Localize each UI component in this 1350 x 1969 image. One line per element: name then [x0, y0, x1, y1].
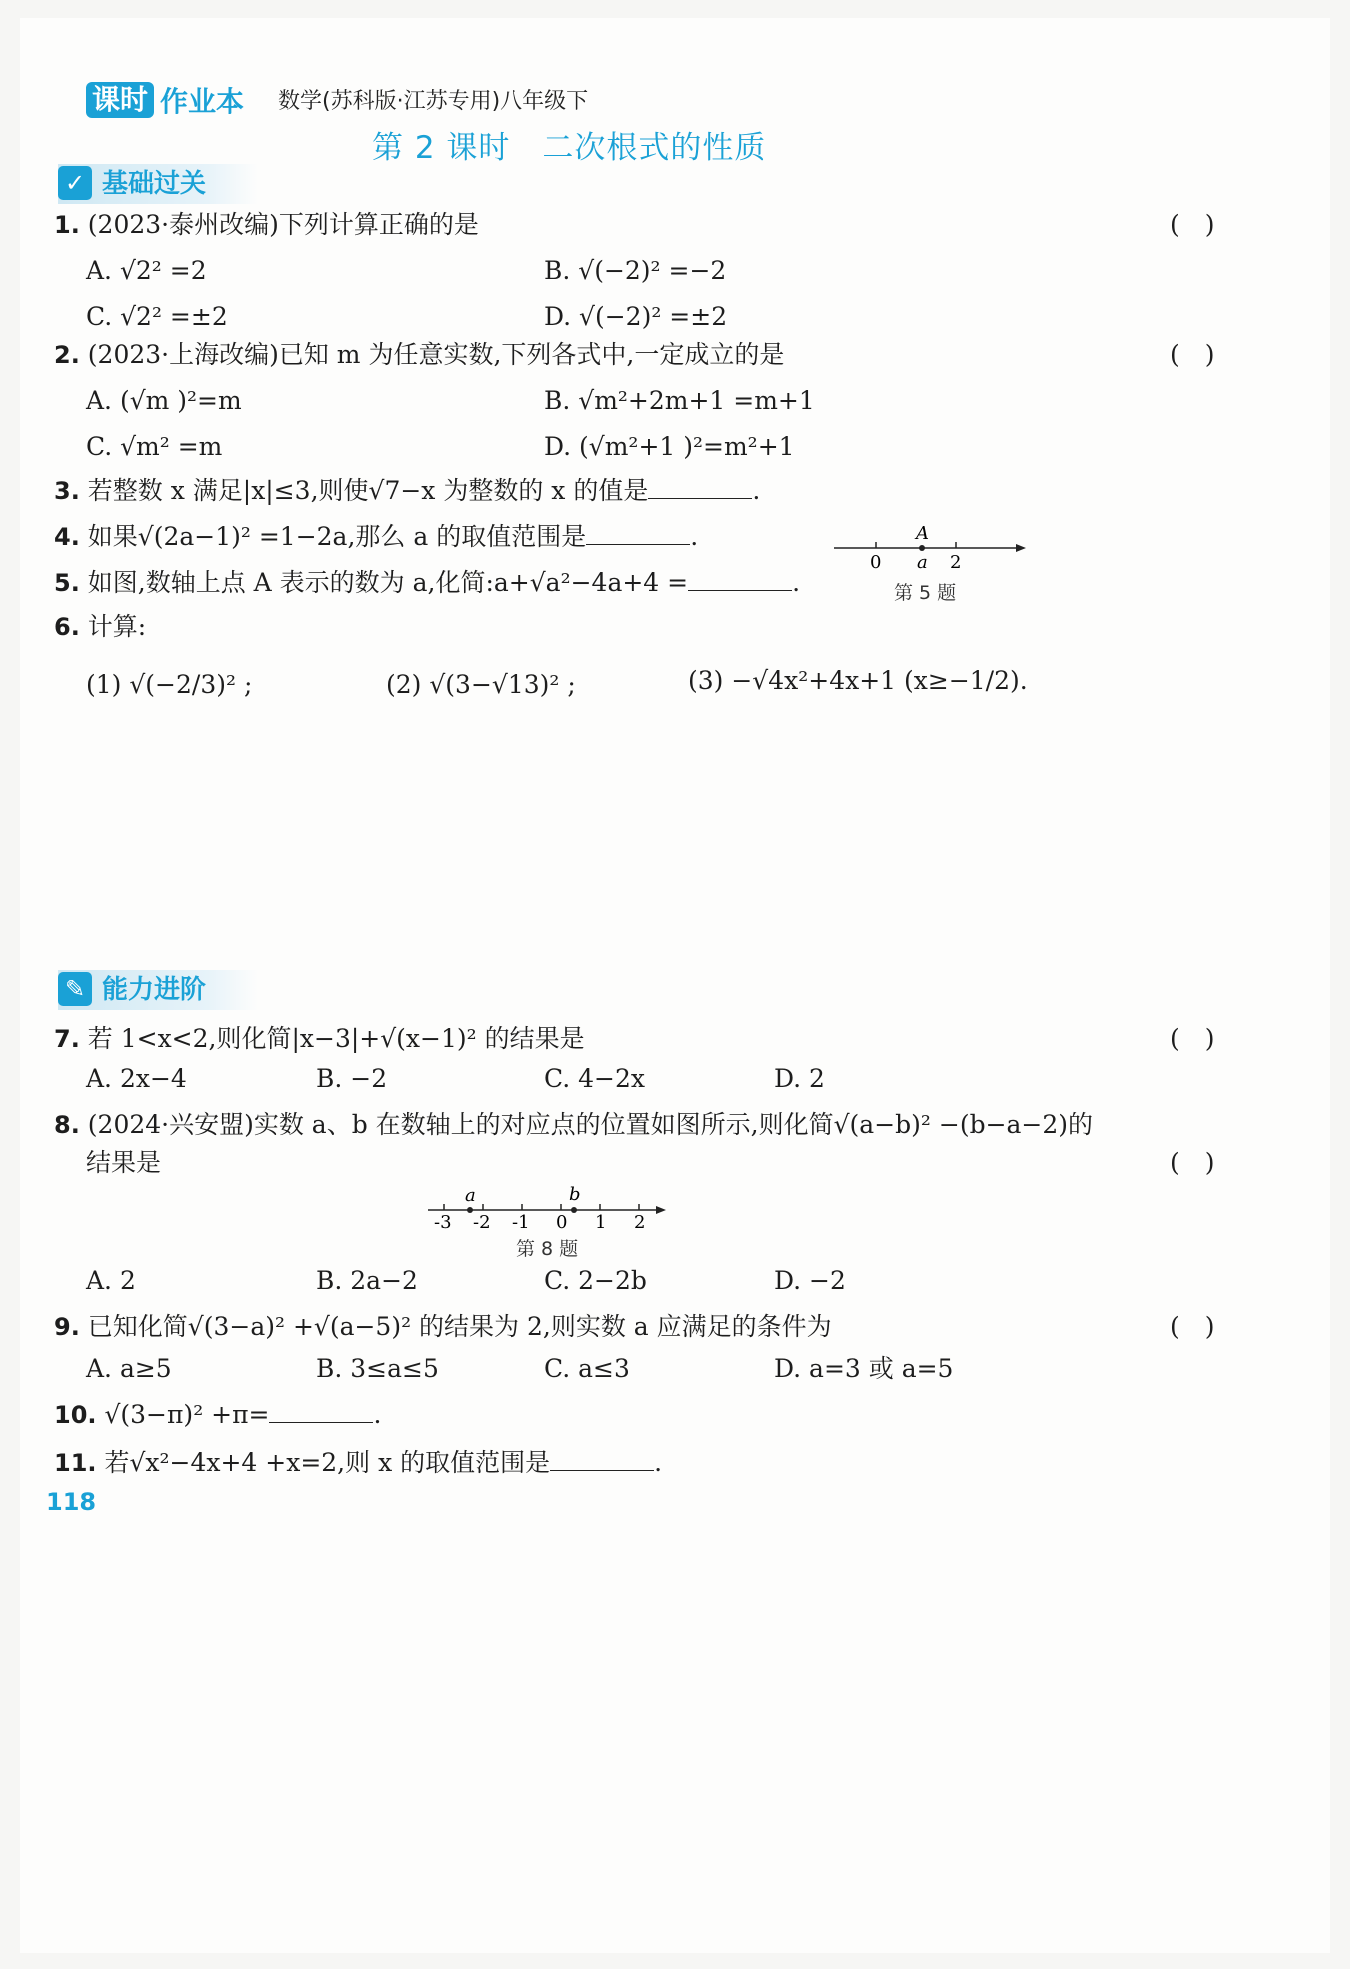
q8-figure-caption: 第 8 题: [516, 1238, 579, 1260]
q4-answer-blank[interactable]: [586, 522, 690, 545]
q2-option-c: C. √m² =m: [86, 432, 223, 461]
q8-point-b: [571, 1207, 577, 1213]
section-basic-label: 基础过关: [102, 169, 207, 199]
q4-number: 4.: [54, 523, 80, 551]
q9-option-d: D. a=3 或 a=5: [774, 1354, 954, 1383]
pencil-icon: ✎: [58, 972, 92, 1006]
q2-option-b: B. √m²+2m+1 =m+1: [544, 386, 815, 415]
q10-text: √(3−π)² +π=: [104, 1400, 270, 1429]
book-info: 数学(苏科版·江苏专用)八年级下: [278, 89, 589, 114]
q1-text: (2023·泰州改编)下列计算正确的是: [87, 210, 479, 239]
q11-end: .: [654, 1448, 663, 1477]
q4-text: 如果√(2a−1)² =1−2a,那么 a 的取值范围是: [87, 522, 587, 551]
q5-stem: [54, 566, 800, 600]
page: [20, 18, 1330, 1953]
q8-option-b: B. 2a−2: [316, 1266, 418, 1295]
q8-stem: [54, 1108, 1093, 1142]
q8-option-d: D. −2: [774, 1266, 846, 1295]
q5-axis-arrow: [1016, 544, 1026, 552]
q7-stem: [54, 1022, 585, 1056]
q10-number: 10.: [54, 1401, 97, 1429]
q7-option-d: D. 2: [774, 1064, 825, 1093]
q9-option-b: B. 3≤a≤5: [316, 1354, 439, 1383]
q8-number-line: [424, 1182, 672, 1232]
q9-answer-paren: ( ): [1170, 1312, 1215, 1341]
q8-tick-label: -1: [512, 1212, 530, 1232]
q8-tick-label: 0: [556, 1212, 568, 1232]
q5-text: 如图,数轴上点 A 表示的数为 a,化简:a+√a²−4a+4 =: [87, 568, 689, 597]
q11-text: 若√x²−4x+4 +x=2,则 x 的取值范围是: [104, 1448, 551, 1477]
q5-tick-0: 0: [870, 552, 882, 573]
q8-number: 8.: [54, 1111, 80, 1139]
q8-stem-cont: 结果是: [86, 1148, 162, 1177]
q10-end: .: [373, 1400, 382, 1429]
section-advanced-label: 能力进阶: [102, 975, 207, 1005]
q8-tick-label: -2: [473, 1212, 491, 1232]
q8-ticks: [434, 1204, 645, 1232]
q8-point-a: [467, 1207, 473, 1213]
q8-label-a: a: [465, 1185, 476, 1206]
q11-stem: [54, 1446, 662, 1480]
q1-option-a: A. √2² =2: [86, 256, 207, 285]
q8-tick-label: -3: [434, 1212, 452, 1232]
q2-text: (2023·上海改编)已知 m 为任意实数,下列各式中,一定成立的是: [87, 340, 785, 369]
q1-answer-paren: ( ): [1170, 210, 1215, 239]
q8-answer-paren: ( ): [1170, 1148, 1215, 1177]
q5-point-label: A: [916, 523, 929, 544]
q7-option-a: A. 2x−4: [86, 1064, 187, 1093]
q7-text: 若 1<x<2,则化简|x−3|+√(x−1)² 的结果是: [87, 1024, 585, 1053]
q8-axis-arrow: [656, 1206, 666, 1214]
q1-option-b: B. √(−2)² =−2: [544, 256, 727, 285]
section-basic: [58, 164, 258, 204]
q3-text: 若整数 x 满足|x|≤3,则使√7−x 为整数的 x 的值是: [87, 476, 649, 505]
q6-part-3: (3) −√4x²+4x+1 (x≥−1/2).: [688, 666, 1028, 695]
q8-option-a: A. 2: [86, 1266, 136, 1295]
q5-end: .: [792, 568, 801, 597]
q5-number-line: [830, 522, 1030, 574]
q5-answer-blank[interactable]: [688, 568, 792, 591]
q1-stem: [54, 208, 479, 242]
checkmark-icon: ✓: [58, 166, 92, 200]
q2-number: 2.: [54, 341, 80, 369]
q2-option-a: A. (√m )²=m: [86, 386, 242, 415]
lesson-title: 第 2 课时 二次根式的性质: [372, 130, 767, 166]
q11-number: 11.: [54, 1449, 97, 1477]
q9-option-c: C. a≤3: [544, 1354, 630, 1383]
q2-stem: [54, 338, 784, 372]
q1-number: 1.: [54, 211, 80, 239]
q6-part-2: (2) √(3−√13)² ;: [386, 670, 576, 699]
q10-answer-blank[interactable]: [269, 1400, 373, 1423]
q7-answer-paren: ( ): [1170, 1024, 1215, 1053]
q10-stem: [54, 1398, 381, 1432]
q7-option-b: B. −2: [316, 1064, 388, 1093]
q3-stem: [54, 474, 760, 508]
page-number: 118: [46, 1488, 97, 1516]
q3-number: 3.: [54, 477, 80, 505]
q9-stem: [54, 1310, 832, 1344]
q4-end: .: [690, 522, 699, 551]
q8-tick-label: 1: [595, 1212, 607, 1232]
q7-number: 7.: [54, 1025, 80, 1053]
q5-tick-2: 2: [950, 552, 962, 573]
q9-text: 已知化简√(3−a)² +√(a−5)² 的结果为 2,则实数 a 应满足的条件为: [87, 1312, 832, 1341]
q9-number: 9.: [54, 1313, 80, 1341]
q8-text: (2024·兴安盟)实数 a、b 在数轴上的对应点的位置如图所示,则化简√(a−b)² −(b−a−2)的: [87, 1110, 1094, 1139]
q11-answer-blank[interactable]: [550, 1448, 654, 1471]
q6-stem: [54, 610, 146, 644]
q6-text: 计算:: [87, 612, 147, 641]
q6-part-1: (1) √(−2/3)² ;: [86, 670, 253, 699]
q1-option-d: D. √(−2)² =±2: [544, 302, 728, 331]
q9-option-a: A. a≥5: [86, 1354, 172, 1383]
logo-text: 作业本: [160, 85, 245, 118]
q2-option-d: D. (√m²+1 )²=m²+1: [544, 432, 795, 461]
q4-stem: [54, 520, 698, 554]
q5-point-a: [919, 545, 925, 551]
q2-answer-paren: ( ): [1170, 340, 1215, 369]
q5-number: 5.: [54, 569, 80, 597]
q3-answer-blank[interactable]: [648, 476, 752, 499]
q6-number: 6.: [54, 613, 80, 641]
q7-option-c: C. 4−2x: [544, 1064, 645, 1093]
logo-badge: 课时: [86, 82, 154, 118]
q8-option-c: C. 2−2b: [544, 1266, 647, 1295]
q1-option-c: C. √2² =±2: [86, 302, 228, 331]
q8-tick-label: 2: [634, 1212, 646, 1232]
q8-label-b: b: [569, 1184, 581, 1205]
section-advanced: [58, 970, 258, 1010]
q5-figure-caption: 第 5 题: [894, 582, 957, 604]
q3-end: .: [752, 476, 761, 505]
q5-tick-a: a: [917, 552, 928, 573]
